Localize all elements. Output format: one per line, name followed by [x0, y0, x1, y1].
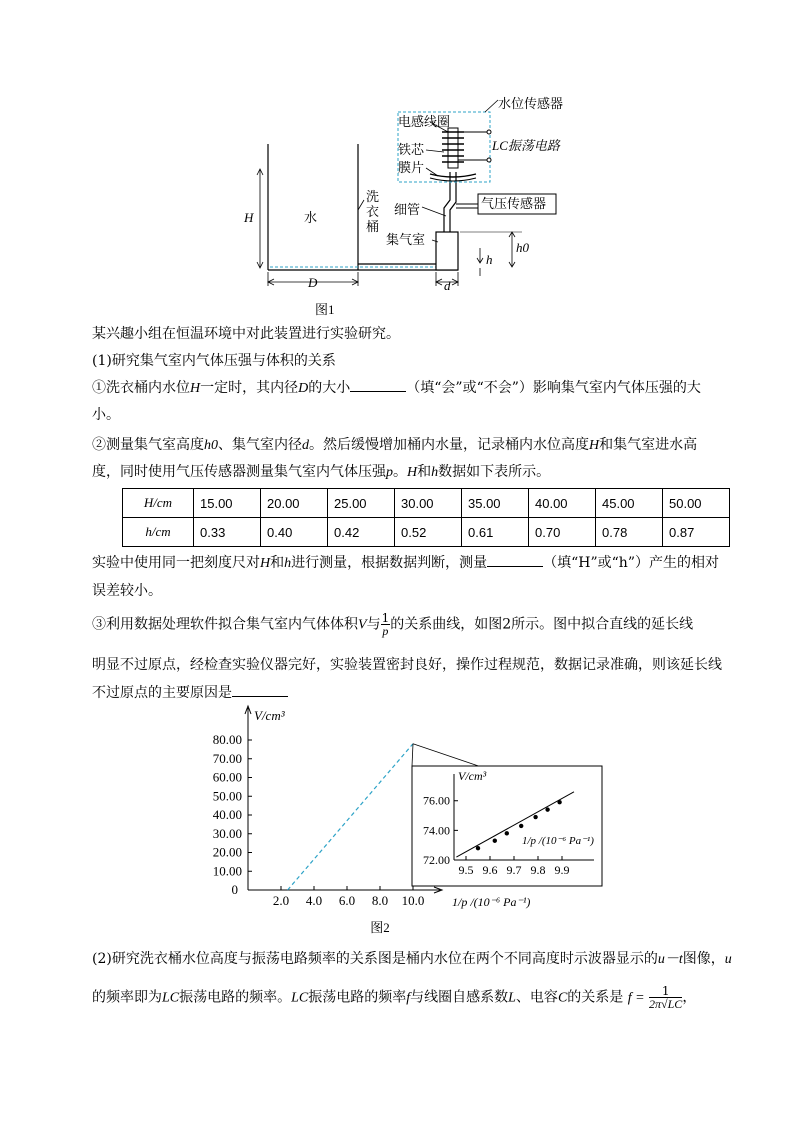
inset-data-point	[519, 824, 523, 828]
data-table	[122, 488, 730, 547]
x-tick-label: 6.0	[338, 893, 356, 908]
frequency-formula: $\frac{1}{2\pi√LC}$	[649, 984, 683, 1011]
inset-y-axis-label: V/cm³	[458, 769, 487, 783]
x-tick-label: 8.0	[371, 893, 389, 908]
table-row-H	[123, 489, 730, 518]
part2-line2: 的频率即为LC振荡电路的频率。LC振荡电路的频率f与线圈自感系数L、电容C的关系是 f = $\frac{1}{2\pi√LC}$ ，	[92, 984, 697, 1011]
table-cell: 0.61	[462, 518, 529, 547]
label-d: d	[444, 278, 451, 293]
question-2: ②测量集气室高度h0、集气室内径d。然后缓慢增加桶内水量，记录桶内水位高度H和集气室进水高	[92, 437, 698, 453]
inset-y-tick-label: 72.00	[423, 853, 450, 867]
y-tick-label: 80.00	[212, 732, 242, 747]
inset-connector-top	[412, 744, 413, 766]
inset-data-point	[557, 800, 561, 804]
label-tub: 洗衣桶	[366, 190, 380, 235]
fit-line-extension	[288, 744, 413, 890]
figure-2-chart	[190, 700, 610, 940]
table-cell: 0.42	[328, 518, 395, 547]
figure-1-caption: 图1	[315, 302, 335, 317]
label-water-level-sensor: 水位传感器	[498, 96, 564, 111]
y-tick-label: 20.00	[212, 844, 242, 860]
question-1-cont: 小。	[92, 407, 120, 423]
y-tick-label: 50.00	[212, 788, 242, 804]
y-tick-label: 40.00	[212, 807, 242, 822]
table-header-h: h/cm	[123, 518, 194, 547]
origin-label: 0	[231, 882, 238, 897]
answer-blank-1[interactable]	[350, 377, 406, 392]
inset-connector-mid	[413, 744, 479, 766]
figure-2-caption: 图2	[370, 920, 390, 935]
intro-paragraph: 某兴趣小组在恒温环境中对此装置进行实验研究。	[92, 326, 400, 342]
question-2-cont: 度，同时使用气压传感器测量集气室内气体压强p。H和h数据如下表所示。	[92, 464, 551, 480]
after-table-cont: 误差较小。	[92, 583, 162, 599]
label-iron-core: 铁芯	[398, 142, 425, 157]
inset-data-point	[533, 815, 537, 819]
table-cell: 0.33	[194, 518, 261, 547]
table-cell: 0.78	[596, 518, 663, 547]
x-tick-label: 10.0	[401, 893, 425, 908]
x-tick-label: 2.0	[272, 893, 290, 908]
table-cell: 25.00	[328, 489, 395, 518]
inset-x-axis-label: 1/p /(10⁻⁶ Pa⁻¹)	[522, 835, 594, 847]
table-cell: 0.70	[529, 518, 596, 547]
part1-title: (1)研究集气室内气体压强与体积的关系	[92, 353, 336, 369]
answer-blank-3[interactable]	[232, 682, 288, 697]
label-H: H	[244, 210, 254, 225]
label-lc-circuit: LC振荡电路	[492, 138, 560, 153]
label-water: 水	[304, 210, 318, 225]
table-cell: 30.00	[395, 489, 462, 518]
question-3-end: 不过原点的主要原因是	[92, 682, 288, 702]
question-1: ①洗衣桶内水位H一定时，其内径D的大小 （填“会”或“不会”）影响集气室内气体压强的大	[92, 377, 701, 397]
inset-x-tick-label: 9.5	[458, 863, 474, 877]
table-row-h	[123, 518, 730, 547]
table-header-H: H/cm	[123, 489, 194, 518]
inset-x-tick-label: 9.6	[482, 863, 498, 877]
x-tick-label: 4.0	[305, 893, 323, 908]
answer-blank-2[interactable]	[487, 552, 543, 567]
label-gas-chamber: 集气室	[386, 232, 426, 247]
table-cell: 15.00	[194, 489, 261, 518]
label-thin-tube: 细管	[394, 202, 421, 217]
label-inductor-coil: 电感线圈	[398, 114, 451, 129]
table-cell: 35.00	[462, 489, 529, 518]
table-cell: 0.52	[395, 518, 462, 547]
question-3: ③利用数据处理软件拟合集气室内气体体积V与 $\frac{1}{p}$ 的关系曲线，如图2所示。图中拟合直线的延长线	[92, 611, 694, 638]
label-h: h	[486, 252, 493, 267]
label-h0: h0	[516, 240, 529, 255]
table-cell: 20.00	[261, 489, 328, 518]
label-membrane: 膜片	[398, 160, 425, 175]
figure-1-apparatus	[230, 92, 590, 322]
y-tick-label: 70.00	[212, 750, 242, 766]
inset-y-tick-label: 76.00	[423, 793, 450, 808]
inset-data-point	[476, 846, 480, 850]
label-pressure-sensor: 气压传感器	[481, 196, 547, 211]
question-3-cont: 明显不过原点，经检查实验仪器完好，实验装置密封良好，操作过程规范，数据记录准确，则该延长线	[92, 657, 722, 673]
inset-x-tick-label: 9.7	[506, 863, 522, 877]
x-axis-label: 1/p /(10⁻⁶ Pa⁻¹)	[452, 895, 531, 909]
part2-line1: (2)研究洗衣桶水位高度与振荡电路频率的关系图是桶内水位在两个不同高度时示波器显示的u－t图像，u	[92, 951, 732, 967]
table-cell: 0.40	[261, 518, 328, 547]
inset-y-tick-label: 74.00	[423, 823, 450, 838]
y-axis-label: V/cm³	[254, 708, 285, 723]
y-tick-label: 60.00	[212, 769, 242, 785]
y-tick-label: 10.00	[212, 863, 242, 879]
table-cell: 45.00	[596, 489, 663, 518]
inset-x-tick-label: 9.9	[554, 863, 570, 877]
inset-data-point	[505, 831, 509, 835]
inset-x-tick-label: 9.8	[530, 863, 546, 877]
y-tick-label: 30.00	[212, 825, 242, 841]
inset-data-point	[493, 839, 497, 843]
table-cell: 40.00	[529, 489, 596, 518]
label-D: D	[308, 275, 318, 290]
after-table-text: 实验中使用同一把刻度尺对H和h进行测量，根据数据判断，测量 （填“H”或“h”）产生的相对	[92, 552, 719, 572]
table-cell: 50.00	[663, 489, 730, 518]
table-cell: 0.87	[663, 518, 730, 547]
inset-data-point	[545, 807, 549, 811]
